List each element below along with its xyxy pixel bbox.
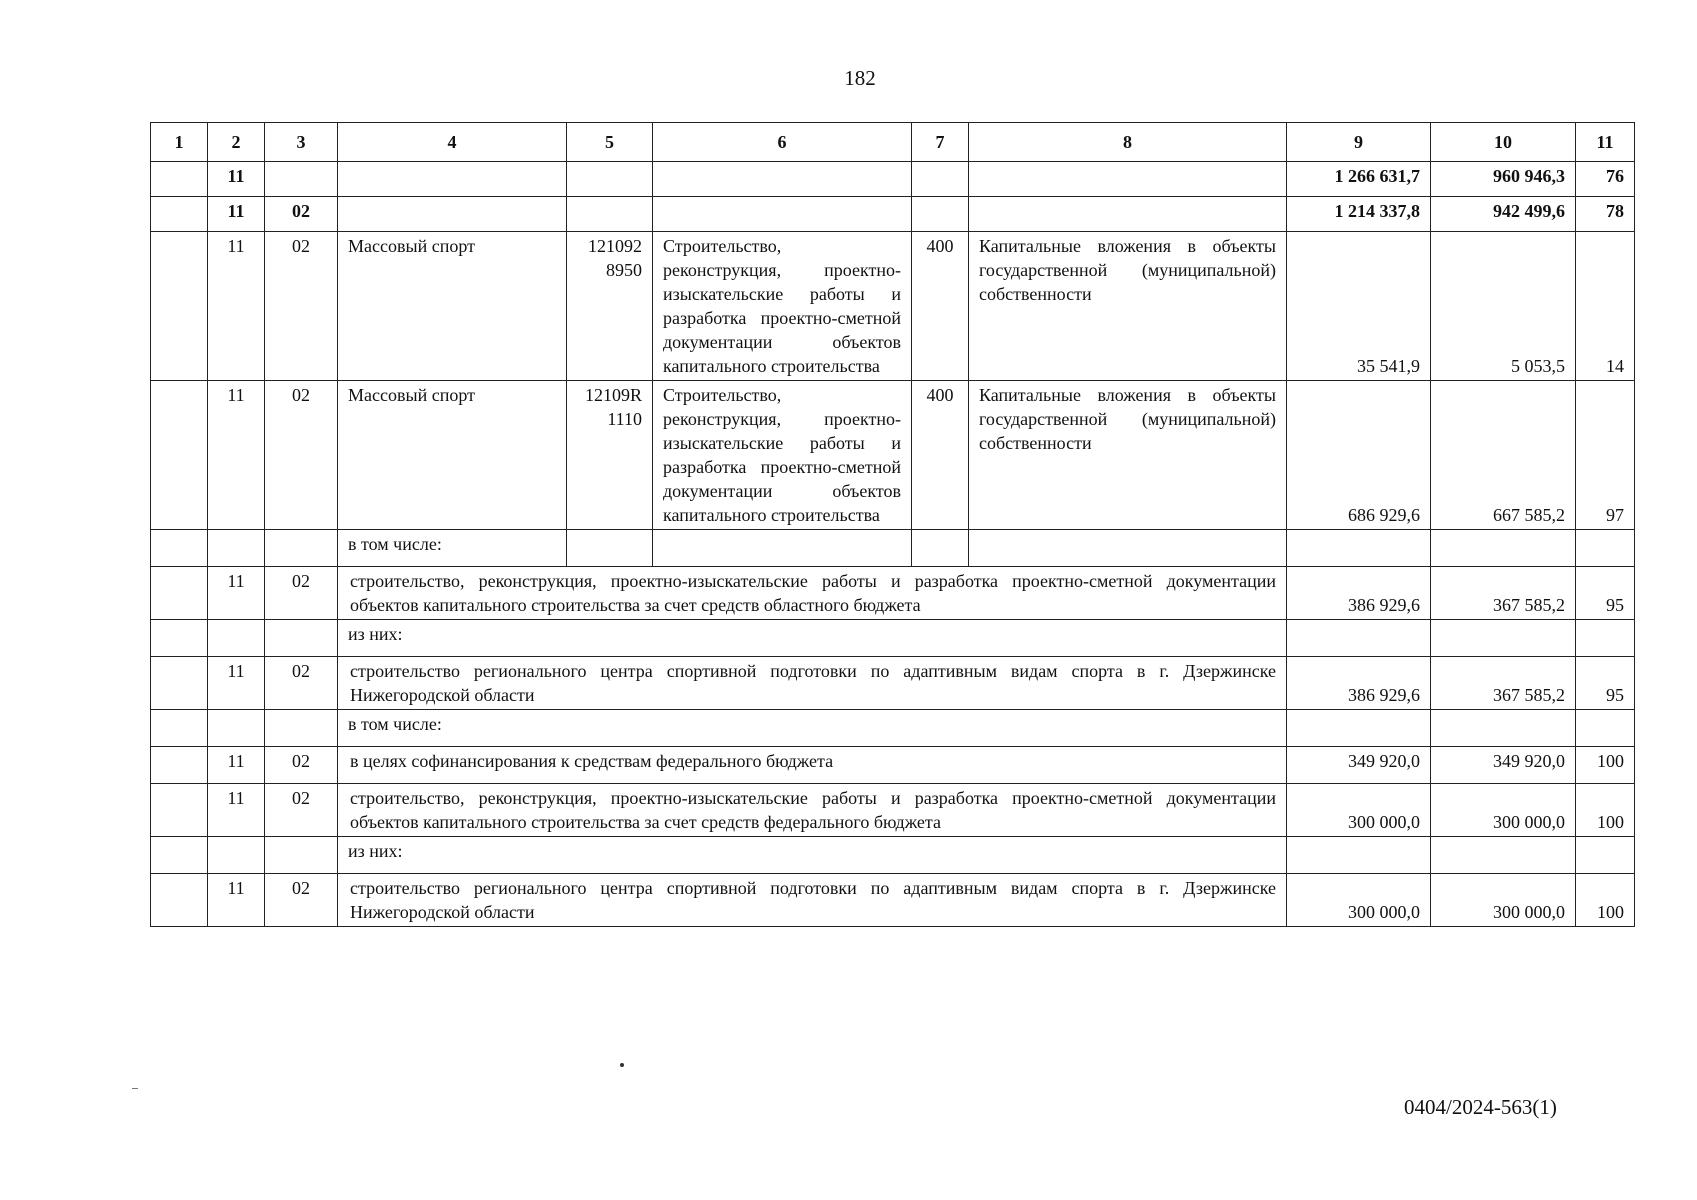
col-header: 8	[969, 123, 1287, 162]
percent-executed: 14	[1576, 232, 1635, 381]
section-code: 11	[208, 381, 265, 530]
section-code: 11	[208, 162, 265, 197]
scan-speck	[620, 1063, 624, 1067]
section-code: 11	[208, 747, 265, 784]
col-header: 6	[653, 123, 912, 162]
section-code: 11	[208, 232, 265, 381]
row-caption: из них:	[338, 837, 1287, 874]
percent-executed: 100	[1576, 784, 1635, 837]
amount-planned: 386 929,6	[1287, 567, 1431, 620]
row-description: строительство регионального центра спортивной подготовки по адаптивным видам спорта в г. Дзержинске Нижегородской области	[338, 657, 1287, 710]
subsection-code: 02	[265, 784, 338, 837]
amount-executed: 5 053,5	[1431, 232, 1576, 381]
col-header: 1	[151, 123, 208, 162]
percent-executed: 100	[1576, 747, 1635, 784]
amount-executed: 942 499,6	[1431, 197, 1576, 232]
table-row	[151, 530, 1635, 567]
row-description: строительство, реконструкция, проектно-изыскательские работы и разработка проектно-сметной документации объектов капитального строительства за счет средств областного бюджета	[338, 567, 1287, 620]
target-article-code: 12109R 1110	[567, 381, 653, 530]
table-row	[151, 232, 1635, 381]
expense-type-name: Капитальные вложения в объекты государственной (муниципальной) собственности	[969, 381, 1287, 530]
percent-executed: 78	[1576, 197, 1635, 232]
subsection-code: 02	[265, 567, 338, 620]
col-header: 11	[1576, 123, 1635, 162]
budget-table	[150, 122, 1635, 927]
col-header: 3	[265, 123, 338, 162]
subsection-code: 02	[265, 232, 338, 381]
document-code: 0404/2024-563(1)	[1404, 1095, 1557, 1119]
col-header: 5	[567, 123, 653, 162]
amount-planned: 1 266 631,7	[1287, 162, 1431, 197]
subsection-code: 02	[265, 381, 338, 530]
expense-type-code: 400	[912, 381, 969, 530]
table-row	[151, 784, 1635, 837]
subsection-code: 02	[265, 747, 338, 784]
col-header: 9	[1287, 123, 1431, 162]
row-description: в целях софинансирования к средствам федерального бюджета	[338, 747, 1287, 784]
section-code: 11	[208, 784, 265, 837]
amount-planned: 686 929,6	[1287, 381, 1431, 530]
table-row	[151, 657, 1635, 710]
subsection-code: 02	[265, 197, 338, 232]
amount-executed: 300 000,0	[1431, 784, 1576, 837]
scan-mark	[132, 1088, 138, 1089]
subsection-name: Массовый спорт	[338, 232, 567, 381]
amount-executed: 667 585,2	[1431, 381, 1576, 530]
amount-planned: 349 920,0	[1287, 747, 1431, 784]
table-row	[151, 747, 1635, 784]
amount-planned: 300 000,0	[1287, 874, 1431, 927]
amount-executed: 960 946,3	[1431, 162, 1576, 197]
target-article-name: Строительство, реконструкция, проектно-изыскательские работы и разработка проектно-сметной документации объектов капитального строительства	[653, 232, 912, 381]
target-article-name: Строительство, реконструкция, проектно-изыскательские работы и разработка проектно-сметной документации объектов капитального строительства	[653, 381, 912, 530]
subsection-code: 02	[265, 874, 338, 927]
amount-executed: 367 585,2	[1431, 567, 1576, 620]
col-header: 7	[912, 123, 969, 162]
percent-executed: 97	[1576, 381, 1635, 530]
expense-type-name: Капитальные вложения в объекты государственной (муниципальной) собственности	[969, 232, 1287, 381]
section-code: 11	[208, 874, 265, 927]
amount-planned: 386 929,6	[1287, 657, 1431, 710]
section-code: 11	[208, 657, 265, 710]
col-header: 4	[338, 123, 567, 162]
amount-executed: 300 000,0	[1431, 874, 1576, 927]
target-article-code: 121092 8950	[567, 232, 653, 381]
table-row	[151, 567, 1635, 620]
column-number-row	[151, 123, 1635, 162]
table-row	[151, 874, 1635, 927]
table-row	[151, 381, 1635, 530]
percent-executed: 100	[1576, 874, 1635, 927]
table-row	[151, 620, 1635, 657]
row-caption: из них:	[338, 620, 1287, 657]
row-description: строительство, реконструкция, проектно-изыскательские работы и разработка проектно-сметной документации объектов капитального строительства за счет средств федерального бюджета	[338, 784, 1287, 837]
amount-planned: 1 214 337,8	[1287, 197, 1431, 232]
amount-executed: 367 585,2	[1431, 657, 1576, 710]
row-caption: в том числе:	[338, 530, 567, 567]
percent-executed: 95	[1576, 657, 1635, 710]
row-caption: в том числе:	[338, 710, 1287, 747]
page-number: 182	[844, 66, 876, 90]
section-code: 11	[208, 197, 265, 232]
amount-executed: 349 920,0	[1431, 747, 1576, 784]
table-row	[151, 710, 1635, 747]
expense-type-code: 400	[912, 232, 969, 381]
row-description: строительство регионального центра спортивной подготовки по адаптивным видам спорта в г. Дзержинске Нижегородской области	[338, 874, 1287, 927]
percent-executed: 76	[1576, 162, 1635, 197]
col-header: 10	[1431, 123, 1576, 162]
table-row	[151, 162, 1635, 197]
subsection-code: 02	[265, 657, 338, 710]
section-code: 11	[208, 567, 265, 620]
amount-planned: 35 541,9	[1287, 232, 1431, 381]
table-row	[151, 837, 1635, 874]
subsection-name: Массовый спорт	[338, 381, 567, 530]
col-header: 2	[208, 123, 265, 162]
table-row	[151, 197, 1635, 232]
percent-executed: 95	[1576, 567, 1635, 620]
amount-planned: 300 000,0	[1287, 784, 1431, 837]
